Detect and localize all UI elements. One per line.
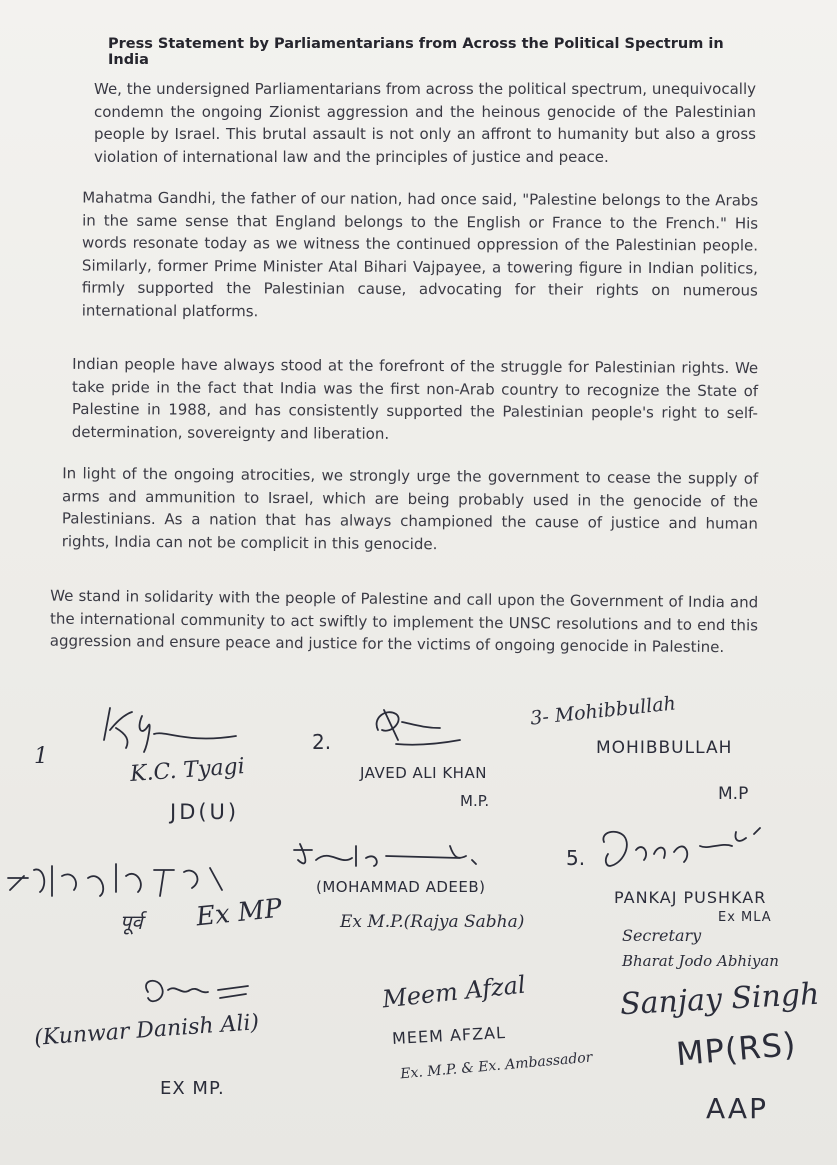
document-title: Press Statement by Parliamentarians from Across the Political Spectrum in India — [108, 36, 724, 68]
signatory-8-party: AAP — [706, 1092, 768, 1125]
signatory-5-signature — [596, 824, 796, 874]
signatory-6-name: (Kunwar Danish Ali) — [33, 1010, 260, 1051]
signatory-5-number: 5. — [566, 846, 586, 870]
paragraph-india-support: Indian people have always stood at the forefront of the struggle for Palestinian rights. We take pride in the fact that India was the first non-Arab country to recognize the State of Palestine in 1988, and has consistently supported the Palestinian people's right to self-determination, sovereignty and liberation. — [71, 354, 759, 443]
signatory-2-title: M.P. — [460, 792, 490, 810]
signatory-2-signature — [368, 700, 468, 750]
paragraph-gandhi-quote: Mahatma Gandhi, the father of our nation, had once said, "Palestine belongs to the Arabs in the same sense that England belongs to the English or France to the French." His words resonate today as we witness the continued oppression of the Palestinian people. Similarly, former Prime Minister Atal Bihari Vajpayee, a towering figure in Indian politics, firmly supported the Palestinian cause, advocating for their rights on numerous international platforms. — [81, 188, 759, 320]
signatory-2-name: JAVED ALI KHAN — [360, 764, 487, 782]
signatory-7-name: MEEM AFZAL — [391, 1023, 507, 1048]
signatory-8-title: MP(RS) — [674, 1024, 798, 1074]
paragraph-arms-appeal: In light of the ongoing atrocities, we strongly urge the government to cease the supply of arms and ammunition to Israel, which are being probably used in the genocide of the Palestinians. As a nation that has always championed the cause of justice and human rights, India can not be complicit in this genocide. — [61, 464, 759, 553]
signatory-1-signature — [96, 700, 246, 760]
signatory-adeeb-signature — [290, 836, 490, 876]
signatory-8-script-signature: Sanjay Singh — [619, 976, 821, 1023]
signatory-5-title-2: Secretary — [622, 926, 702, 945]
signatory-1-name: K.C. Tyagi — [129, 754, 246, 787]
signatory-3-name: MOHIBBULLAH — [596, 738, 733, 758]
signatory-3-script-signature: 3- Mohibbullah — [529, 692, 677, 730]
signatory-4-prefix: पूर्व — [120, 910, 143, 934]
signatory-5-title-3: Bharat Jodo Abhiyan — [622, 952, 779, 970]
signatory-2-number: 2. — [312, 730, 332, 754]
signatory-1-number: 1 — [34, 744, 48, 769]
signatory-adeeb-title: Ex M.P.(Rajya Sabha) — [340, 912, 525, 932]
signatory-6-signature — [138, 972, 268, 1012]
signatory-7-title: Ex. M.P. & Ex. Ambassador — [399, 1049, 594, 1083]
signatory-1-party: JD(U) — [170, 800, 240, 824]
signatory-5-name: PANKAJ PUSHKAR — [614, 888, 767, 907]
signatory-5-title-1: Ex MLA — [718, 910, 772, 925]
signatory-7-script-signature: Meem Afzal — [380, 970, 527, 1014]
paragraph-condemnation: We, the undersigned Parliamentarians from across the political spectrum, unequivocally condemn the ongoing Zionist aggression and the heinous genocide of the Palestinian people by Israel. This brutal assault is not only an affront to humanity but also a gross violation of international law and the principles of justice and peace. — [94, 80, 756, 166]
signatory-6-title: EX MP. — [160, 1078, 225, 1099]
signatory-3-title: M.P — [718, 784, 749, 804]
signatory-adeeb-name: (MOHAMMAD ADEEB) — [316, 878, 486, 896]
signatory-4-title: Ex MP — [194, 893, 284, 933]
paragraph-solidarity: We stand in solidarity with the people of Palestine and call upon the Government of India and the international community to act swiftly to implement the UNSC resolutions and to end this aggression and ensure peace and justice for the victims of ongoing genocide in Palestine. — [49, 586, 759, 657]
